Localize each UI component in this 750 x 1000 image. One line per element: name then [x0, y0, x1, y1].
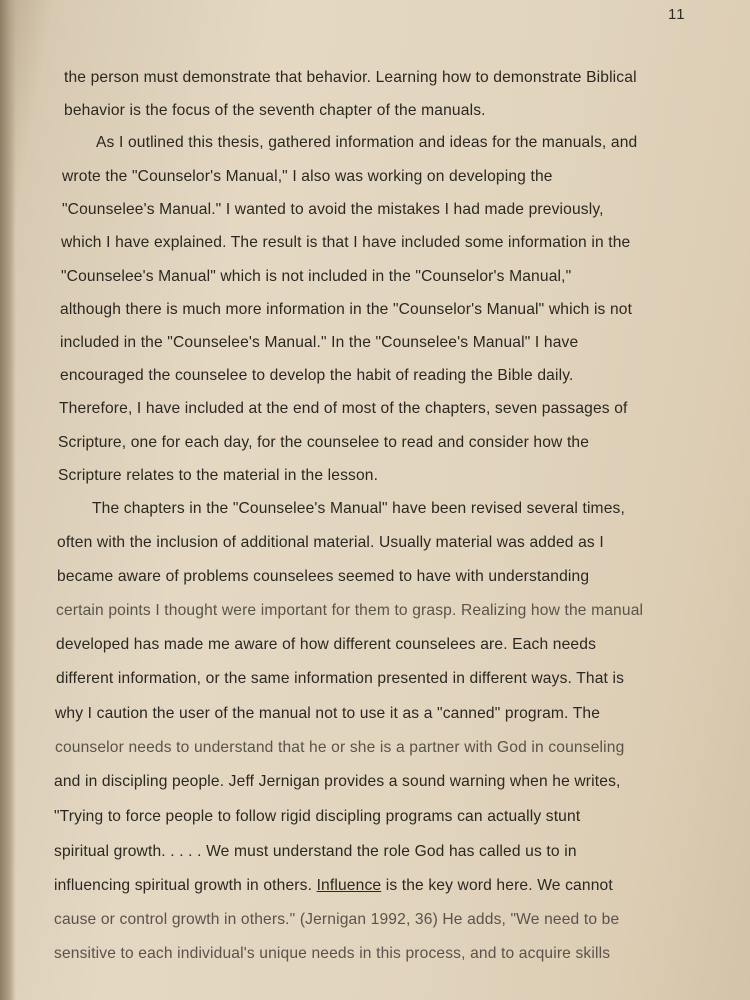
- text-line-8: although there is much more information in the "Counselor's Manual" which is not: [60, 301, 633, 318]
- text-line-18: developed has made me aware of how different counselees are. Each needs: [56, 636, 597, 653]
- text-line-25: [54, 877, 613, 895]
- page-number: 11: [668, 6, 686, 23]
- text-line-2: behavior is the focus of the seventh chapter of the manuals.: [64, 102, 486, 119]
- text-line-25-end: is the key word here. We cannot: [385, 877, 613, 894]
- text-line-3: As I outlined this thesis, gathered information and ideas for the manuals, and: [96, 134, 638, 151]
- underlined-word: Influence: [316, 877, 382, 894]
- text-line-27: sensitive to each individual's unique needs in this process, and to acquire skills: [54, 945, 611, 962]
- text-line-1: the person must demonstrate that behavior. Learning how to demonstrate Biblical: [64, 69, 637, 86]
- text-line-25-start: influencing spiritual growth in others.: [54, 877, 317, 894]
- text-line-24: spiritual growth. . . . . We must understand the role God has called us to in: [54, 843, 577, 860]
- text-line-13: Scripture relates to the material in the lesson.: [58, 467, 379, 484]
- text-line-11: Therefore, I have included at the end of most of the chapters, seven passages of: [59, 400, 628, 417]
- text-line-6: which I have explained. The result is that I have included some information in the: [61, 234, 631, 251]
- text-line-22: and in discipling people. Jeff Jernigan provides a sound warning when he writes,: [54, 773, 621, 790]
- text-line-23: "Trying to force people to follow rigid discipling programs can actually stunt: [54, 808, 581, 825]
- text-line-26: cause or control growth in others." (Jernigan 1992, 36) He adds, "We need to be: [54, 911, 620, 928]
- text-line-21: counselor needs to understand that he or she is a partner with God in counseling: [55, 739, 625, 756]
- text-line-16: became aware of problems counselees seemed to have with understanding: [57, 568, 590, 585]
- text-line-15: often with the inclusion of additional material. Usually material was added as I: [57, 534, 604, 551]
- text-line-9: included in the "Counselee's Manual." In the "Counselee's Manual" I have: [60, 334, 579, 351]
- text-line-10: encouraged the counselee to develop the habit of reading the Bible daily.: [60, 367, 574, 384]
- book-binding-shadow: [0, 0, 16, 1000]
- text-line-4: wrote the "Counselor's Manual," I also was working on developing the: [62, 168, 553, 185]
- text-line-12: Scripture, one for each day, for the counselee to read and consider how the: [58, 434, 590, 451]
- text-line-17: certain points I thought were important for them to grasp. Realizing how the manual: [56, 602, 644, 619]
- text-line-20: why I caution the user of the manual not to use it as a "canned" program. The: [55, 705, 601, 722]
- text-line-14: The chapters in the "Counselee's Manual" have been revised several times,: [92, 500, 625, 517]
- text-line-19: different information, or the same information presented in different ways. That is: [56, 670, 625, 687]
- text-line-7: "Counselee's Manual" which is not included in the "Counselor's Manual,": [61, 268, 572, 285]
- text-line-5: "Counselee's Manual." I wanted to avoid the mistakes I had made previously,: [62, 201, 604, 218]
